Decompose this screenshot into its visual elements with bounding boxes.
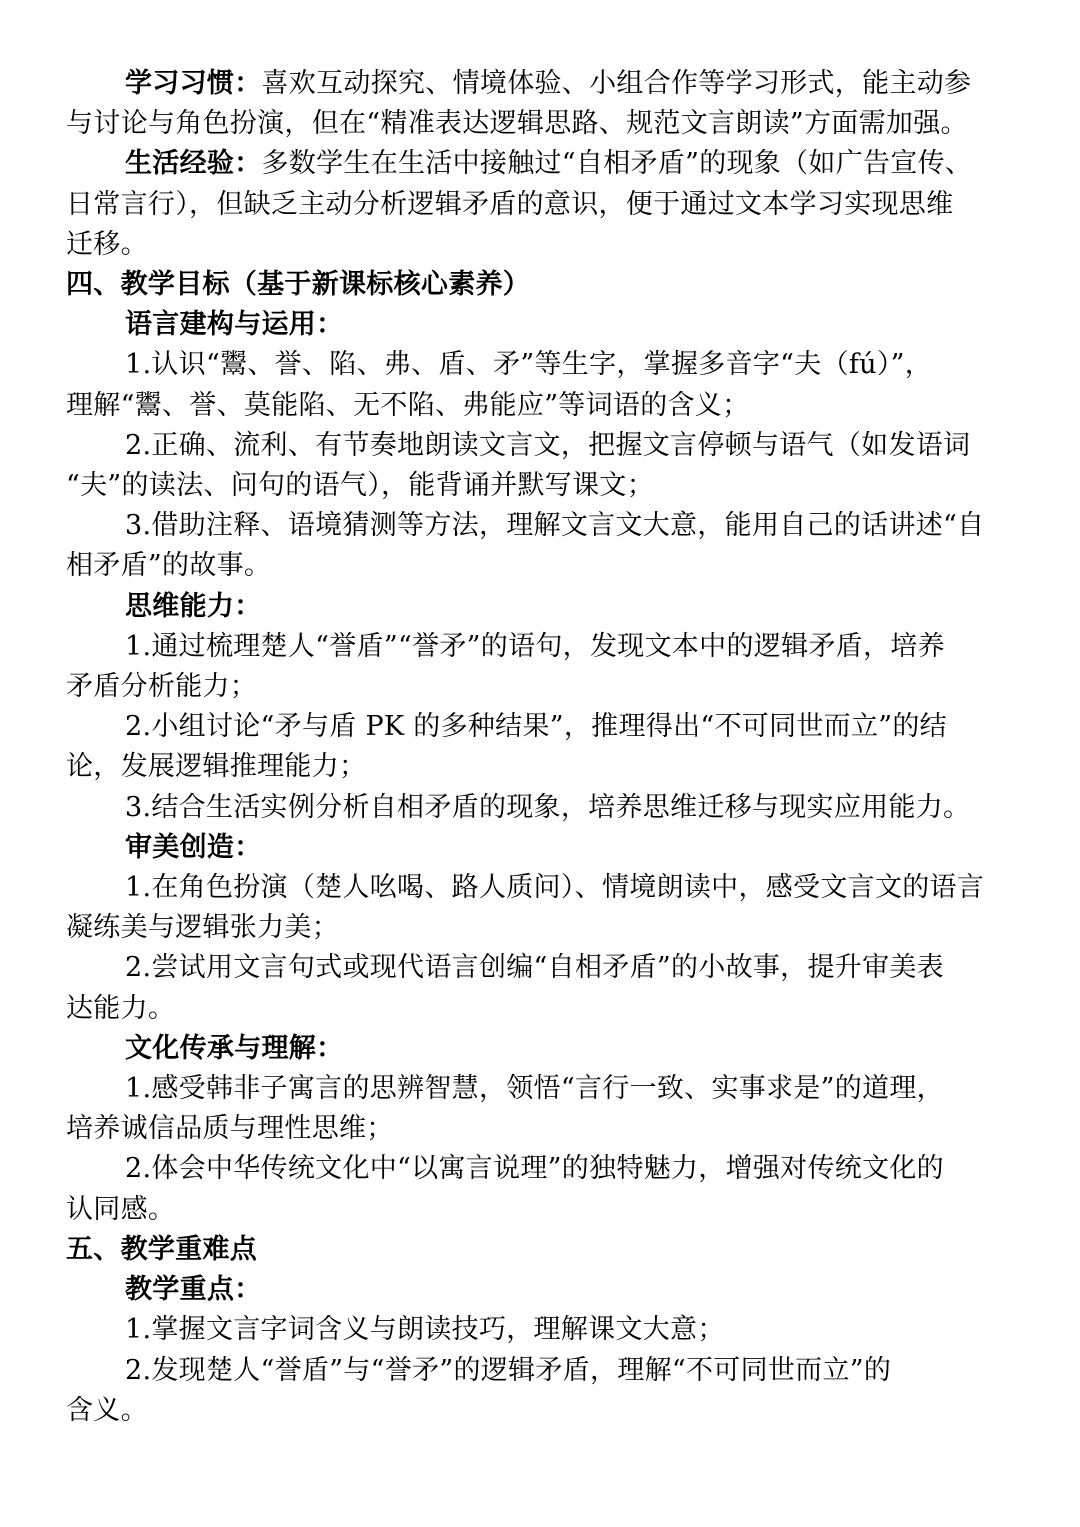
line-text: 与讨论与角色扮演，但在“精准表达逻辑思路、规范文言朗读”方面需加强。 <box>66 108 968 140</box>
paragraph-line <box>66 989 1018 1029</box>
paragraph-line <box>66 386 1018 426</box>
paragraph-line <box>66 466 1018 506</box>
paragraph-line <box>66 225 1018 265</box>
paragraph-lead-label: 生活经验： <box>125 148 262 180</box>
line-text: 矛盾分析能力； <box>66 671 258 703</box>
line-text: 五、教学重难点 <box>66 1233 258 1265</box>
line-text: 审美创造： <box>125 831 262 863</box>
paragraph-line <box>66 1351 1018 1391</box>
paragraph-line <box>66 104 1018 144</box>
paragraph-line <box>66 948 1018 988</box>
line-text: 1.通过梳理楚人“誉盾”“誉矛”的语句，发现文本中的逻辑矛盾，培养 <box>125 630 945 662</box>
line-text: 1.掌握文言字词含义与朗读技巧，理解课文大意； <box>125 1314 725 1346</box>
paragraph-line <box>66 1149 1018 1189</box>
section-heading <box>66 1230 1018 1270</box>
line-text: 理解“鬻、誉、莫能陷、无不陷、弗能应”等词语的含义； <box>66 389 750 421</box>
line-text: 多数学生在生活中接触过“自相矛盾”的现象（如广告宣传、 <box>261 148 973 180</box>
line-text: 培养诚信品质与理性思维； <box>66 1113 394 1145</box>
line-text: 1.认识“鬻、誉、陷、弗、盾、矛”等生字，掌握多音字“夫（fú）”， <box>125 349 933 381</box>
paragraph-line <box>66 345 1018 385</box>
paragraph-line <box>66 627 1018 667</box>
line-text: 认同感。 <box>66 1193 176 1225</box>
section-heading <box>66 587 1018 627</box>
line-text: 凝练美与逻辑张力美； <box>66 912 339 944</box>
paragraph-line <box>66 144 1018 184</box>
paragraph-line <box>66 908 1018 948</box>
section-heading <box>66 265 1018 305</box>
paragraph-lead-label: 学习习惯： <box>125 68 262 99</box>
line-text: 3.结合生活实例分析自相矛盾的现象，培养思维迁移与现实应用能力。 <box>125 791 971 823</box>
paragraph-line <box>66 747 1018 787</box>
paragraph-line <box>66 506 1018 546</box>
line-text: 3.借助注释、语境猜测等方法，理解文言文大意，能用自己的话讲述“自 <box>125 510 985 542</box>
line-text: 1.感受韩非子寓言的思辨智慧，领悟“言行一致、实事求是”的道理， <box>125 1073 944 1105</box>
line-text: 达能力。 <box>66 992 176 1024</box>
line-text: 日常言行），但缺乏主动分析逻辑矛盾的意识，便于通过文本学习实现思维 <box>66 188 954 220</box>
line-text: 2.尝试用文言句式或现代语言创编“自相矛盾”的小故事，提升审美表 <box>125 952 944 984</box>
section-heading <box>66 305 1018 345</box>
line-text: 2.体会中华传统文化中“以寓言说理”的独特魅力，增强对传统文化的 <box>125 1153 944 1185</box>
line-text: 语言建构与运用： <box>125 309 344 341</box>
line-text: 相矛盾”的故事。 <box>66 550 272 582</box>
paragraph-line <box>66 667 1018 707</box>
paragraph-line <box>66 1391 1018 1431</box>
line-text: 四、教学目标（基于新课标核心素养） <box>66 269 531 301</box>
line-text: 喜欢互动探究、情境体验、小组合作等学习形式，能主动参 <box>261 68 972 99</box>
paragraph-line <box>66 546 1018 586</box>
paragraph-line <box>66 64 1018 104</box>
paragraph-line <box>66 1109 1018 1149</box>
line-text: 迁移。 <box>66 228 148 260</box>
line-text: 文化传承与理解： <box>125 1032 344 1064</box>
section-heading <box>66 1029 1018 1069</box>
paragraph-line <box>66 868 1018 908</box>
paragraph-line <box>66 1069 1018 1109</box>
line-text: 1.在角色扮演（楚人吆喝、路人质问）、情境朗读中，感受文言文的语言 <box>125 872 985 904</box>
section-heading <box>66 828 1018 868</box>
line-text: 2.小组讨论“矛与盾 PK 的多种结果”，推理得出“不可同世而立”的结 <box>125 711 947 743</box>
line-text: 教学重点： <box>125 1274 262 1306</box>
paragraph-line <box>66 1190 1018 1230</box>
document-page <box>66 64 1018 1431</box>
line-text: 思维能力： <box>125 590 262 622</box>
paragraph-line <box>66 426 1018 466</box>
paragraph-line <box>66 185 1018 225</box>
line-text: 论，发展逻辑推理能力； <box>66 751 367 783</box>
line-text: 2.正确、流利、有节奏地朗读文言文，把握文言停顿与语气（如发语词 <box>125 429 971 461</box>
line-text: 含义。 <box>66 1394 148 1426</box>
paragraph-line <box>66 788 1018 828</box>
line-text: 2.发现楚人“誉盾”与“誉矛”的逻辑矛盾，理解“不可同世而立”的 <box>125 1354 892 1386</box>
section-heading <box>66 1270 1018 1310</box>
paragraph-line <box>66 707 1018 747</box>
line-text: “夫”的读法、问句的语气），能背诵并默写课文； <box>66 470 655 502</box>
paragraph-line <box>66 1310 1018 1350</box>
